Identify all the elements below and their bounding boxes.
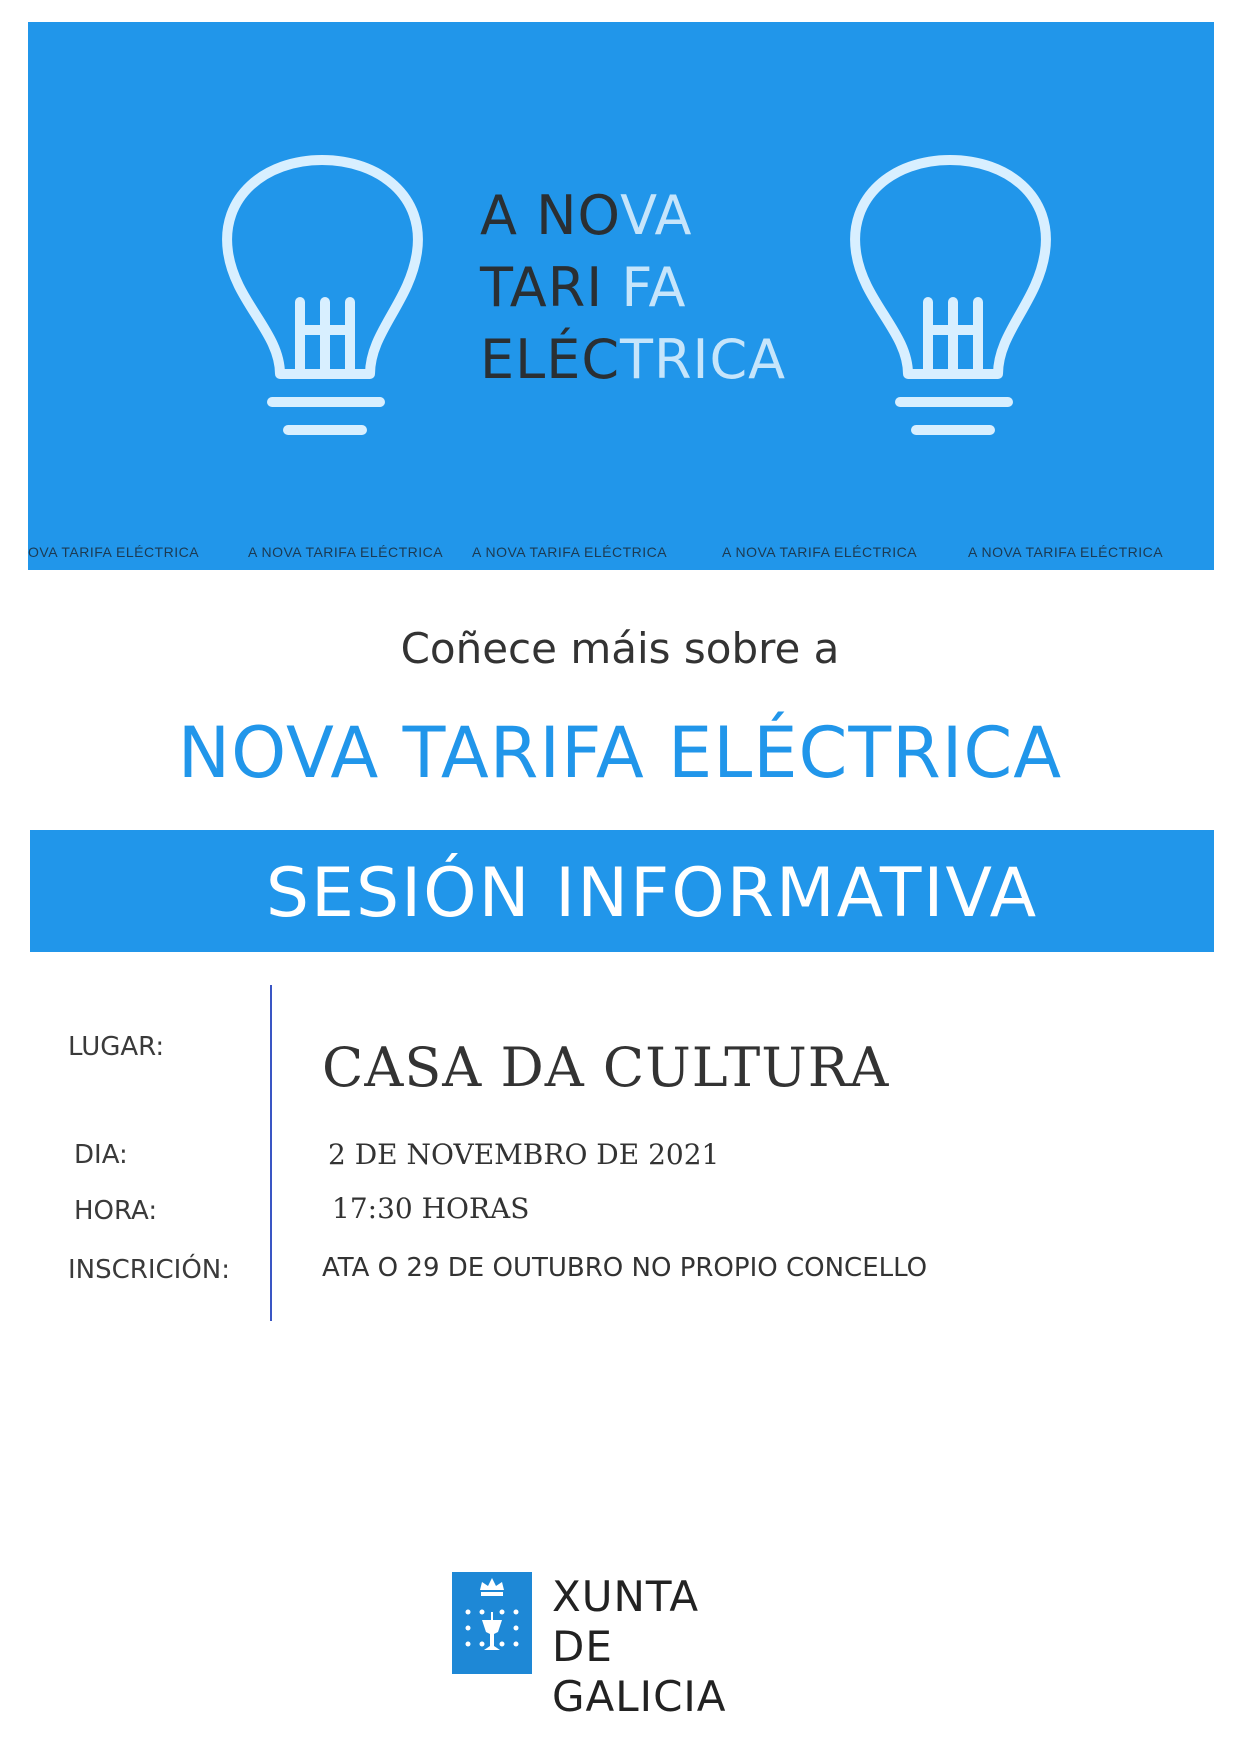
logo-line-2: DE GALICIA bbox=[552, 1622, 727, 1721]
lightbulb-icon bbox=[210, 152, 440, 452]
place-value: CASA DA CULTURA bbox=[322, 1036, 890, 1099]
ticker-item: A NOVA TARIFA ELÉCTRICA bbox=[722, 544, 918, 560]
banner-title-dark: TARI bbox=[480, 256, 622, 319]
intro-text: Coñece máis sobre a bbox=[400, 624, 840, 673]
date-label: DIA: bbox=[74, 1140, 128, 1170]
date-value: 2 DE NOVEMBRO DE 2021 bbox=[328, 1138, 720, 1171]
ticker-item: A NOVA TARIFA ELÉCTRICA bbox=[968, 544, 1164, 560]
details-divider bbox=[270, 985, 272, 1321]
headline: NOVA TARIFA ELÉCTRICA bbox=[177, 712, 1063, 794]
banner-title-light: FA bbox=[621, 256, 687, 319]
ticker-item: OVA TARIFA ELÉCTRICA bbox=[28, 544, 200, 560]
lightbulb-icon bbox=[838, 152, 1068, 452]
place-label: LUGAR: bbox=[68, 1032, 165, 1062]
banner-title-line-1 bbox=[480, 180, 786, 252]
xunta-logo bbox=[452, 1572, 792, 1721]
banner-title-line-2 bbox=[480, 252, 786, 324]
registration-value: ATA O 29 DE OUTUBRO NO PROPIO CONCELLO bbox=[322, 1253, 928, 1283]
banner-title-light: TRICA bbox=[620, 328, 787, 391]
session-title: SESIÓN INFORMATIVA bbox=[265, 854, 1039, 933]
ticker-item: A NOVA TARIFA ELÉCTRICA bbox=[472, 544, 668, 560]
registration-label: INSCRICIÓN: bbox=[68, 1255, 231, 1285]
xunta-emblem-icon bbox=[452, 1572, 532, 1674]
time-value: 17:30 HORAS bbox=[332, 1192, 530, 1225]
time-label: HORA: bbox=[74, 1196, 158, 1226]
logo-line-1: XUNTA bbox=[552, 1572, 700, 1621]
banner-title bbox=[480, 180, 786, 396]
ticker-item: A NOVA TARIFA ELÉCTRICA bbox=[248, 544, 444, 560]
banner-title-dark: A NO bbox=[480, 184, 621, 247]
banner-title-dark: ELÉC bbox=[480, 328, 621, 391]
banner-title-light: VA bbox=[620, 184, 693, 247]
banner-title-line-3 bbox=[480, 324, 786, 396]
session-banner bbox=[30, 830, 1214, 952]
header-banner bbox=[28, 22, 1214, 570]
xunta-wordmark bbox=[552, 1572, 792, 1722]
banner-ticker bbox=[28, 544, 1214, 564]
